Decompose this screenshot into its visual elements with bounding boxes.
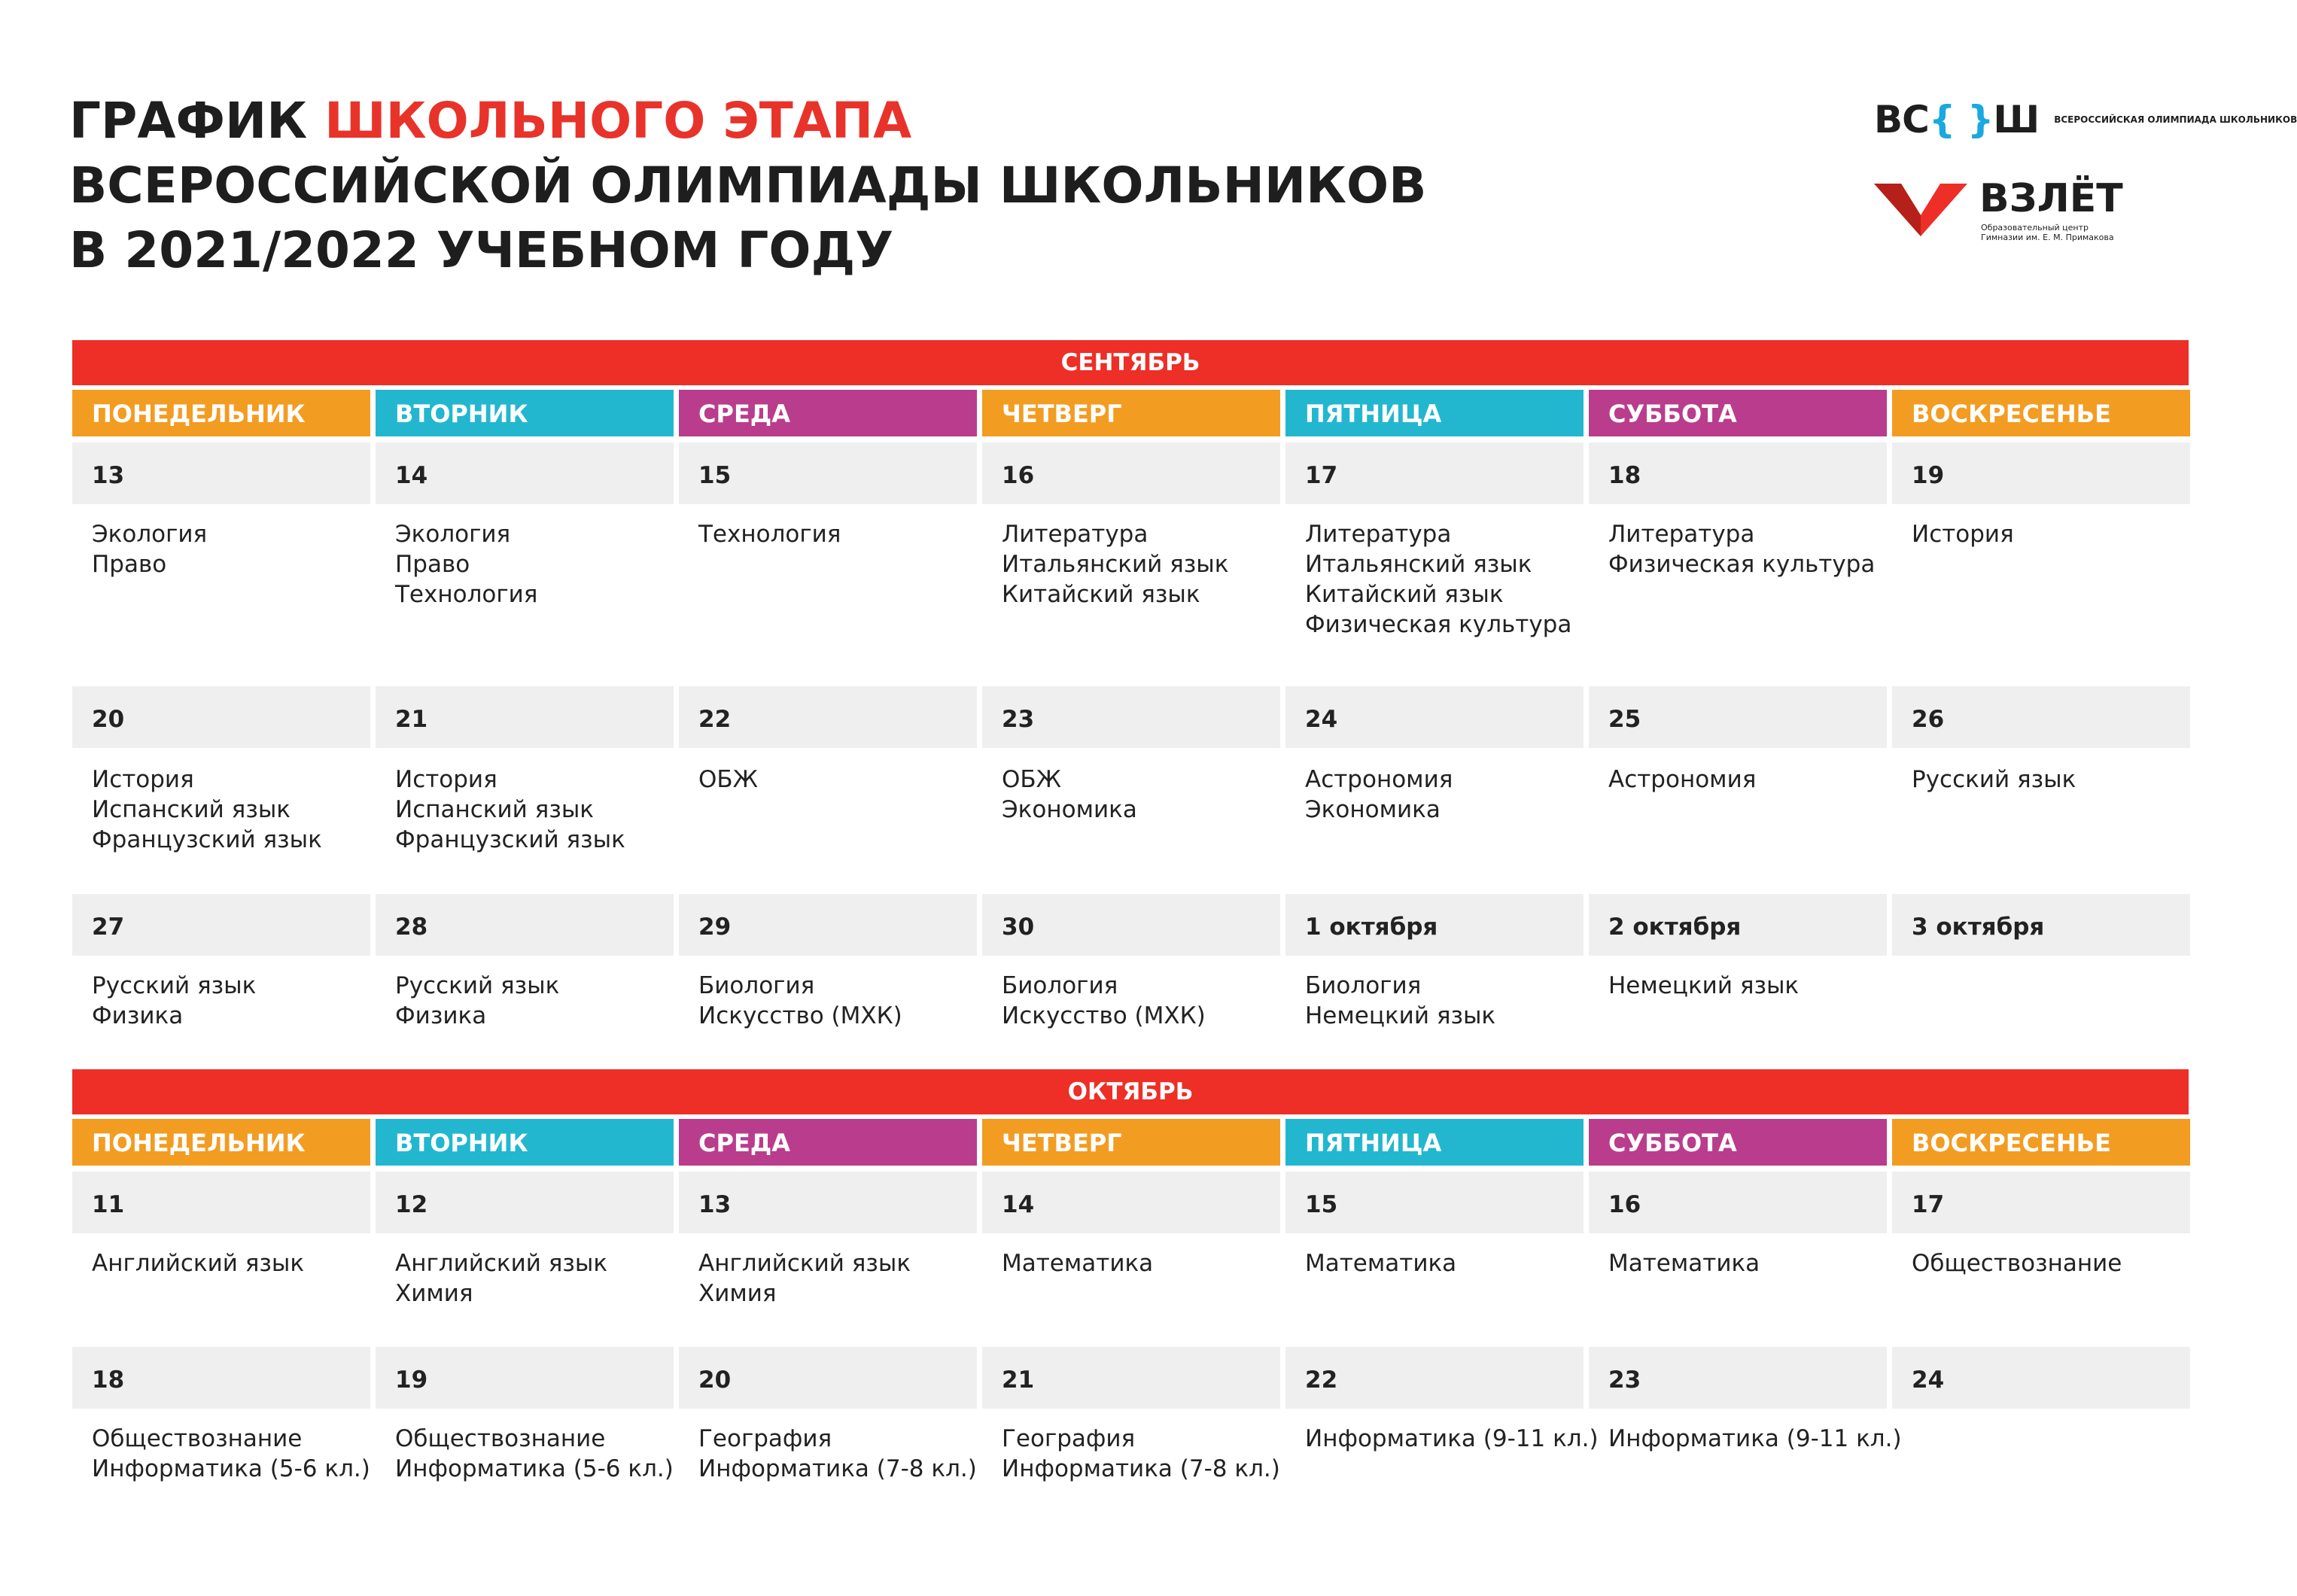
subject-item: Физическая культура <box>1305 611 1572 638</box>
logos <box>1874 98 2297 248</box>
title-line-2: ВСЕРОССИЙСКОЙ ОЛИМПИАДЫ ШКОЛЬНИКОВ <box>69 157 1427 214</box>
date-cell: 29 <box>679 894 977 956</box>
date-cell: 24 <box>1285 686 1584 748</box>
date-cell: 21 <box>376 686 674 748</box>
subjects-cell <box>1285 765 1584 825</box>
date-cell: 1 октября <box>1285 894 1584 956</box>
subject-item: Физическая культура <box>1608 551 1876 578</box>
subject-item: Информатика (9-11 кл.) <box>1305 1425 1599 1452</box>
weekday-header: ЧЕТВЕРГ <box>982 390 1280 436</box>
subjects-cell <box>72 1424 370 1484</box>
subject-item: Искусство (МХК) <box>698 1002 902 1029</box>
subject-item: География <box>1002 1425 1136 1452</box>
subject-item: География <box>698 1425 832 1452</box>
subject-item: История <box>1912 521 2014 548</box>
subject-item: История <box>92 766 194 793</box>
subject-item: История <box>395 766 497 793</box>
date-cell: 27 <box>72 894 370 956</box>
subject-item: Испанский язык <box>395 796 595 823</box>
date-cell: 28 <box>376 894 674 956</box>
weekday-header: ВОСКРЕСЕНЬЕ <box>1892 1119 2190 1166</box>
subject-item: Обществознание <box>92 1425 303 1452</box>
subject-item: Китайский язык <box>1002 581 1200 608</box>
title-line-3: В 2021/2022 УЧЕБНОМ ГОДУ <box>69 221 894 279</box>
date-row <box>72 442 2189 504</box>
subject-item: Экология <box>92 521 208 548</box>
subjects-cell <box>982 1424 1280 1484</box>
subjects-cell <box>1589 1248 1887 1278</box>
date-cell: 19 <box>1892 442 2190 504</box>
date-cell: 14 <box>982 1172 1280 1233</box>
subject-item: Биология <box>1305 972 1422 999</box>
subject-item: ОБЖ <box>698 766 759 793</box>
subject-item: Литература <box>1608 521 1755 548</box>
subjects-cell <box>982 519 1280 610</box>
subjects-cell <box>1892 765 2190 795</box>
date-cell: 16 <box>982 442 1280 504</box>
subject-item: Итальянский язык <box>1305 551 1532 578</box>
date-row <box>72 1347 2189 1409</box>
subject-item: Английский язык <box>92 1250 305 1277</box>
date-cell: 16 <box>1589 1172 1887 1233</box>
subject-item: Информатика (5-6 кл.) <box>92 1455 370 1482</box>
subject-item: Биология <box>698 972 815 999</box>
vsosh-letters-right: Ш <box>1993 98 2040 141</box>
vsosh-logo-mark <box>1874 98 2039 141</box>
date-row <box>72 686 2189 748</box>
weekday-header: ПЯТНИЦА <box>1285 1119 1584 1166</box>
subjects-cell <box>1589 519 1887 579</box>
date-cell: 20 <box>679 1347 977 1409</box>
weekday-header: ЧЕТВЕРГ <box>982 1119 1280 1166</box>
subjects-cell <box>982 765 1280 825</box>
date-cell: 15 <box>679 442 977 504</box>
subject-item: Биология <box>1002 972 1118 999</box>
subject-item: Китайский язык <box>1305 581 1504 608</box>
subjects-cell <box>679 1424 977 1484</box>
subjects-cell <box>982 1248 1280 1278</box>
weekday-header: ВТОРНИК <box>376 1119 674 1166</box>
date-cell: 21 <box>982 1347 1280 1409</box>
weekday-header: ПЯТНИЦА <box>1285 390 1584 436</box>
date-cell: 22 <box>1285 1347 1584 1409</box>
subject-item: Русский язык <box>92 972 257 999</box>
subject-item: Астрономия <box>1608 766 1757 793</box>
subject-item: Физика <box>92 1002 184 1029</box>
subjects-cell <box>679 1248 977 1309</box>
subject-item: Русский язык <box>395 972 560 999</box>
date-cell: 18 <box>1589 442 1887 504</box>
weekday-header: ВОСКРЕСЕНЬЕ <box>1892 390 2190 436</box>
vzlet-checkmark-icon <box>1874 181 1967 236</box>
date-cell: 11 <box>72 1172 370 1233</box>
page-title <box>69 89 1426 283</box>
subject-item: Экономика <box>1002 796 1137 823</box>
vsosh-letters-left: ВС <box>1874 98 1929 141</box>
weekday-header-row <box>72 390 2189 436</box>
date-cell: 22 <box>679 686 977 748</box>
date-cell: 17 <box>1892 1172 2190 1233</box>
date-row <box>72 894 2189 956</box>
subject-item: Итальянский язык <box>1002 551 1229 578</box>
month-banner: СЕНТЯБРЬ <box>72 340 2189 385</box>
weekday-header: ПОНЕДЕЛЬНИК <box>72 390 370 436</box>
subjects-cell <box>376 1248 674 1309</box>
subject-item: Искусство (МХК) <box>1002 1002 1206 1029</box>
subjects-cell <box>1589 971 1887 1001</box>
subject-item: Обществознание <box>1912 1250 2122 1277</box>
subject-item: Русский язык <box>1912 766 2076 793</box>
subject-item: Физика <box>395 1002 487 1029</box>
subject-item: Математика <box>1002 1250 1154 1277</box>
weekday-header: СУББОТА <box>1589 1119 1887 1166</box>
subject-item: Экономика <box>1305 796 1441 823</box>
date-cell: 17 <box>1285 442 1584 504</box>
date-cell: 14 <box>376 442 674 504</box>
subject-item: Немецкий язык <box>1305 1002 1496 1029</box>
subjects-cell <box>1589 1424 1902 1454</box>
subject-item: ОБЖ <box>1002 766 1062 793</box>
weekday-header-row <box>72 1119 2189 1166</box>
subject-item: Информатика (9-11 кл.) <box>1608 1425 1902 1452</box>
subjects-cell <box>72 971 370 1031</box>
vzlet-name: ВЗЛЁТ <box>1979 176 2123 221</box>
subjects-cell <box>72 519 370 579</box>
subject-item: Немецкий язык <box>1608 972 1800 999</box>
date-cell: 2 октября <box>1589 894 1887 956</box>
subject-item: Астрономия <box>1305 766 1453 793</box>
subjects-cell <box>679 971 977 1031</box>
month-banner: ОКТЯБРЬ <box>72 1069 2189 1114</box>
date-cell: 12 <box>376 1172 674 1233</box>
date-cell: 26 <box>1892 686 2190 748</box>
subject-item: Литература <box>1002 521 1148 548</box>
vsosh-logo-text: ВСЕРОССИЙСКАЯ ОЛИМПИАДА ШКОЛЬНИКОВ <box>2054 114 2297 125</box>
date-cell: 25 <box>1589 686 1887 748</box>
subject-item: Испанский язык <box>92 796 291 823</box>
date-cell: 24 <box>1892 1347 2190 1409</box>
date-cell: 23 <box>982 686 1280 748</box>
subjects-cell <box>376 765 674 855</box>
subjects-cell <box>1285 519 1584 640</box>
subjects-cell <box>376 971 674 1031</box>
subjects-cell <box>1589 765 1887 795</box>
subject-item: Обществознание <box>395 1425 606 1452</box>
subjects-cell <box>1285 971 1584 1031</box>
subject-item: Математика <box>1305 1250 1457 1277</box>
subject-item: Английский язык <box>395 1250 608 1277</box>
title-line-1 <box>69 89 1426 154</box>
subject-item: Экология <box>395 521 511 548</box>
vsosh-brace-icon: { } <box>1928 98 1994 141</box>
weekday-header: СУББОТА <box>1589 390 1887 436</box>
subject-item: Литература <box>1305 521 1452 548</box>
subject-item: Английский язык <box>698 1250 911 1277</box>
weekday-header: СРЕДА <box>679 1119 977 1166</box>
date-cell: 30 <box>982 894 1280 956</box>
subjects-cell <box>679 765 977 795</box>
subject-item: Технология <box>698 521 841 548</box>
subjects-cell <box>72 765 370 855</box>
date-cell: 20 <box>72 686 370 748</box>
subject-item: Французский язык <box>92 826 322 853</box>
vzlet-subtitle: Образовательный центр Гимназии им. Е. М. Примакова <box>1981 223 2114 242</box>
date-cell: 13 <box>72 442 370 504</box>
subject-item: Химия <box>698 1280 777 1307</box>
title-plain: ГРАФИК <box>69 92 325 150</box>
subject-item: Право <box>92 551 167 578</box>
subjects-cell <box>1285 1424 1599 1454</box>
vsosh-logo <box>1874 98 2297 143</box>
date-cell: 15 <box>1285 1172 1584 1233</box>
subject-item: Право <box>395 551 470 578</box>
subject-item: Информатика (5-6 кл.) <box>395 1455 674 1482</box>
title-accent: ШКОЛЬНОГО ЭТАПА <box>324 92 912 150</box>
subjects-cell <box>1892 1248 2190 1278</box>
date-cell: 19 <box>376 1347 674 1409</box>
weekday-header: ПОНЕДЕЛЬНИК <box>72 1119 370 1166</box>
subject-item: Математика <box>1608 1250 1760 1277</box>
weekday-header: СРЕДА <box>679 390 977 436</box>
date-row <box>72 1172 2189 1233</box>
subject-item: Информатика (7-8 кл.) <box>698 1455 977 1482</box>
subjects-cell <box>679 519 977 549</box>
subject-item: Технология <box>395 581 538 608</box>
subject-item: Французский язык <box>395 826 625 853</box>
date-cell: 3 октября <box>1892 894 2190 956</box>
date-cell: 18 <box>72 1347 370 1409</box>
subjects-cell <box>1285 1248 1584 1278</box>
subjects-cell <box>376 1424 674 1484</box>
date-cell: 23 <box>1589 1347 1887 1409</box>
subject-item: Информатика (7-8 кл.) <box>1002 1455 1280 1482</box>
subject-item: Химия <box>395 1280 473 1307</box>
weekday-header: ВТОРНИК <box>376 390 674 436</box>
subjects-cell <box>376 519 674 610</box>
date-cell: 13 <box>679 1172 977 1233</box>
subjects-cell <box>72 1248 370 1278</box>
subjects-cell <box>1892 519 2190 549</box>
subjects-cell <box>982 971 1280 1031</box>
